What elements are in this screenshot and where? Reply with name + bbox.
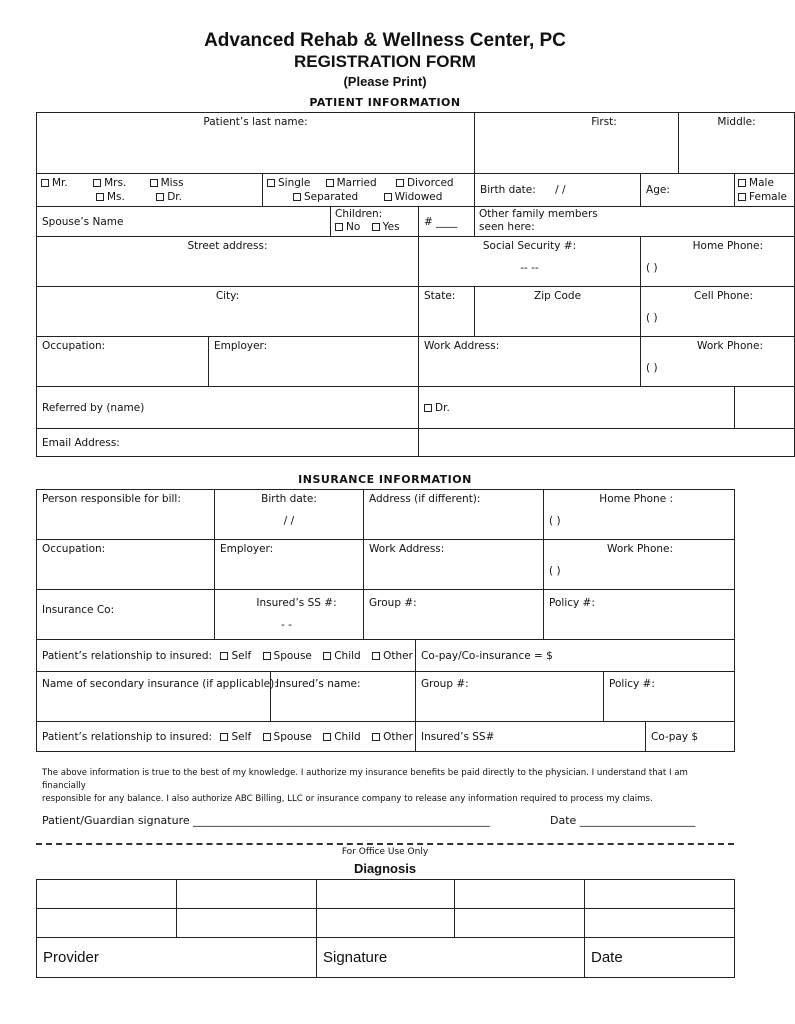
dr-label: Dr.	[435, 401, 450, 414]
work-phone-paren: ( )	[646, 362, 658, 374]
email-value-field[interactable]	[419, 429, 795, 457]
consent-line-1: The above information is true to the best of my knowledge. I authorize my insurance benefits be paid directly to the physician. I understand that I am financially	[42, 768, 688, 791]
birth-date-separators: / /	[555, 184, 566, 196]
checkbox-icon[interactable]	[263, 733, 271, 741]
rel2-self: Self	[231, 730, 252, 743]
diagnosis-cell[interactable]	[37, 880, 177, 909]
city-field[interactable]	[37, 287, 419, 337]
children-field	[331, 207, 419, 237]
diagnosis-cell[interactable]	[585, 909, 735, 938]
work-address-field[interactable]	[419, 337, 641, 387]
referred-extra-field[interactable]	[735, 387, 795, 429]
relationship2-field	[37, 722, 416, 752]
signature-date-line[interactable]: Date _____________________	[550, 814, 696, 827]
cell-phone-label: Cell Phone:	[694, 290, 754, 302]
checkbox-icon[interactable]	[323, 733, 331, 741]
occupation-field[interactable]	[37, 337, 209, 387]
work-address-label: Work Address:	[424, 340, 500, 352]
ins-home-phone-label: Home Phone :	[599, 493, 674, 505]
rel-self: Self	[231, 649, 252, 662]
ins-birth-date-label: Birth date:	[261, 493, 317, 505]
spouse-label: Spouse’s Name	[42, 215, 124, 228]
insurance-section-title: INSURANCE INFORMATION	[298, 473, 472, 486]
checkbox-icon[interactable]	[150, 179, 158, 187]
title-ms: Ms.	[107, 191, 125, 203]
ins-birth-date-seps: / /	[283, 515, 295, 527]
policy-label: Policy #:	[549, 597, 595, 609]
checkbox-icon[interactable]	[220, 733, 228, 741]
diagnosis-table	[36, 879, 735, 978]
city-label: City:	[215, 290, 240, 302]
ins-work-address-field[interactable]	[364, 540, 544, 590]
other-family-label: Other family members	[479, 208, 598, 220]
checkbox-icon[interactable]	[372, 733, 380, 741]
checkbox-icon[interactable]	[396, 179, 404, 187]
children-yes: Yes	[382, 221, 400, 233]
patient-last-name-field[interactable]	[37, 113, 475, 174]
diagnosis-cell[interactable]	[177, 880, 317, 909]
sex-male: Male	[749, 177, 774, 189]
checkbox-icon[interactable]	[41, 179, 49, 187]
secondary-insurance-field[interactable]	[37, 672, 278, 722]
office-date-label: Date	[591, 949, 623, 966]
marital-options	[263, 174, 475, 207]
children-count-field[interactable]	[419, 207, 475, 237]
checkbox-icon[interactable]	[384, 193, 392, 201]
work-phone-label: Work Phone:	[697, 340, 764, 352]
cell-phone-field[interactable]	[641, 287, 795, 337]
state-field[interactable]	[419, 287, 475, 337]
insured-name-field[interactable]	[271, 672, 416, 722]
patient-table	[36, 112, 795, 457]
checkbox-icon[interactable]	[335, 223, 343, 231]
checkbox-icon[interactable]	[372, 223, 380, 231]
ins-work-phone-field[interactable]	[544, 540, 735, 590]
policy2-label: Policy #:	[609, 678, 655, 690]
marital-married: Married	[336, 177, 377, 189]
home-phone-field[interactable]	[641, 237, 795, 287]
group-field[interactable]	[364, 590, 544, 640]
group2-field[interactable]	[416, 672, 604, 722]
policy2-field[interactable]	[604, 672, 735, 722]
copay-coinsurance-field[interactable]	[416, 640, 735, 672]
other-family-label-2: seen here:	[479, 221, 535, 233]
ins-occupation-field[interactable]	[37, 540, 215, 590]
checkbox-icon[interactable]	[293, 193, 301, 201]
first-name-label: First:	[591, 116, 617, 128]
age-label: Age:	[646, 184, 670, 196]
insured-ss-dashes: - -	[281, 619, 292, 631]
marital-single: Single	[278, 177, 311, 189]
other-family-field[interactable]	[475, 207, 795, 237]
provider-label: Provider	[43, 949, 99, 966]
title-options	[37, 174, 263, 207]
diagnosis-cell[interactable]	[317, 909, 455, 938]
birth-date-field[interactable]	[475, 174, 641, 207]
consent-line-2: responsible for any balance. I also authorize ABC Billing, LLC or insurance company to release any information required to process my claims.	[42, 794, 653, 804]
occupation-label: Occupation:	[42, 340, 106, 352]
org-name: Advanced Rehab & Wellness Center, PC	[204, 30, 566, 51]
marital-divorced: Divorced	[406, 177, 454, 189]
copay-field[interactable]	[646, 722, 735, 752]
rel2-child: Child	[334, 730, 361, 743]
checkbox-icon[interactable]	[424, 404, 432, 412]
middle-name-label: Middle:	[717, 116, 756, 128]
street-label: Street address:	[187, 240, 268, 252]
checkbox-icon[interactable]	[220, 652, 228, 660]
state-label: State:	[424, 290, 456, 302]
checkbox-icon[interactable]	[738, 193, 746, 201]
insured-ssn-field[interactable]	[416, 722, 646, 752]
insurance-co-label: Insurance Co:	[42, 604, 115, 616]
office-signature-label: Signature	[323, 949, 388, 966]
referred-by-label: Referred by (name)	[42, 401, 145, 414]
ssn-dashes: -- --	[520, 262, 539, 274]
insured-name-label: Insured’s name:	[276, 678, 361, 690]
rel2-other: Other	[383, 730, 413, 743]
sex-options	[735, 174, 795, 207]
title-mr: Mr.	[52, 177, 68, 189]
insured-ssn-label: Insured’s SS#	[421, 730, 495, 743]
guardian-signature-line[interactable]: Patient/Guardian signature ______________________________________________________	[42, 814, 491, 827]
patient-first-name-field[interactable]	[475, 113, 679, 174]
title-miss: Miss	[160, 177, 184, 189]
last-name-label: Patient’s last name:	[203, 116, 308, 128]
ins-work-address-label: Work Address:	[369, 543, 445, 555]
secondary-label: Name of secondary insurance (if applicable):	[42, 678, 278, 690]
copay-label: Co-pay $	[651, 730, 699, 743]
diagnosis-title: Diagnosis	[353, 861, 417, 876]
rel-child: Child	[334, 649, 361, 662]
title-dr: Dr.	[167, 191, 182, 203]
checkbox-icon[interactable]	[323, 652, 331, 660]
relationship-label: Patient’s relationship to insured:	[42, 649, 213, 662]
consent-text	[42, 767, 732, 806]
title-mrs: Mrs.	[104, 177, 127, 189]
diagnosis-cell[interactable]	[37, 909, 177, 938]
cell-phone-paren: ( )	[646, 312, 658, 324]
group2-label: Group #:	[421, 678, 469, 690]
referred-by-field[interactable]	[37, 387, 419, 429]
policy-field[interactable]	[544, 590, 735, 640]
insured-ss-field[interactable]	[215, 590, 364, 640]
insurance-table	[36, 489, 735, 752]
relationship-field	[37, 640, 416, 672]
email-field[interactable]	[37, 429, 419, 457]
checkbox-icon[interactable]	[372, 652, 380, 660]
ins-employer-field[interactable]	[215, 540, 364, 590]
home-phone-paren: ( )	[646, 262, 658, 274]
ins-work-phone-label: Work Phone:	[607, 543, 674, 555]
checkbox-icon[interactable]	[263, 652, 271, 660]
marital-separated: Separated	[304, 191, 359, 203]
children-no: No	[346, 221, 361, 233]
responsible-label: Person responsible for bill:	[42, 493, 181, 505]
home-phone-label: Home Phone:	[692, 240, 764, 252]
address-different-field[interactable]	[364, 490, 544, 540]
copay-coins-label: Co-pay/Co-insurance = $	[421, 649, 553, 662]
referring-doctor-field[interactable]	[419, 387, 735, 429]
rel-spouse: Spouse	[273, 649, 312, 662]
patient-section-title: PATIENT INFORMATION	[309, 96, 461, 109]
patient-middle-name-field[interactable]	[679, 113, 795, 174]
work-phone-field[interactable]	[641, 337, 795, 387]
provider-field[interactable]	[37, 938, 317, 978]
office-use-label: For Office Use Only	[341, 847, 429, 857]
ins-occupation-label: Occupation:	[42, 543, 106, 555]
rel2-spouse: Spouse	[273, 730, 312, 743]
zip-label: Zip Code	[534, 290, 582, 302]
ins-home-phone-paren: ( )	[549, 515, 561, 527]
address-diff-label: Address (if different):	[369, 493, 481, 505]
children-label: Children:	[335, 208, 383, 220]
spouse-name-field[interactable]	[37, 207, 331, 237]
street-address-field[interactable]	[37, 237, 419, 287]
print-note: (Please Print)	[343, 74, 427, 89]
ins-home-phone-field[interactable]	[544, 490, 735, 540]
employer-field[interactable]	[209, 337, 419, 387]
diagnosis-cell[interactable]	[317, 880, 455, 909]
rel-other: Other	[383, 649, 413, 662]
diagnosis-cell[interactable]	[177, 909, 317, 938]
cut-line	[36, 843, 734, 845]
group-label: Group #:	[369, 597, 417, 609]
ins-work-phone-paren: ( )	[549, 565, 561, 577]
children-count-label: # ____	[424, 215, 458, 228]
checkbox-icon[interactable]	[326, 179, 334, 187]
birth-date-label: Birth date:	[480, 184, 536, 196]
checkbox-icon[interactable]	[93, 179, 101, 187]
relationship2-label: Patient’s relationship to insured:	[42, 730, 213, 743]
ssn-field[interactable]	[419, 237, 641, 287]
form-title: REGISTRATION FORM	[294, 52, 476, 71]
age-field[interactable]	[641, 174, 735, 207]
diagnosis-cell[interactable]	[455, 909, 585, 938]
responsible-party-field[interactable]	[37, 490, 215, 540]
insured-ss-label: Insured’s SS #:	[256, 597, 337, 609]
sex-female: Female	[749, 191, 787, 203]
diagnosis-cell[interactable]	[585, 880, 735, 909]
checkbox-icon[interactable]	[738, 179, 746, 187]
office-signature-field[interactable]	[317, 938, 585, 978]
marital-widowed: Widowed	[394, 191, 443, 203]
checkbox-icon[interactable]	[267, 179, 275, 187]
employer-label: Employer:	[214, 340, 268, 352]
zip-field[interactable]	[475, 287, 641, 337]
responsible-birth-date-field[interactable]	[215, 490, 364, 540]
diagnosis-cell[interactable]	[455, 880, 585, 909]
ins-employer-label: Employer:	[220, 543, 274, 555]
ssn-label: Social Security #:	[482, 240, 577, 252]
insurance-co-field[interactable]	[37, 590, 215, 640]
email-label: Email Address:	[42, 436, 120, 449]
office-date-field[interactable]	[585, 938, 735, 978]
checkbox-icon[interactable]	[156, 193, 164, 201]
checkbox-icon[interactable]	[96, 193, 104, 201]
